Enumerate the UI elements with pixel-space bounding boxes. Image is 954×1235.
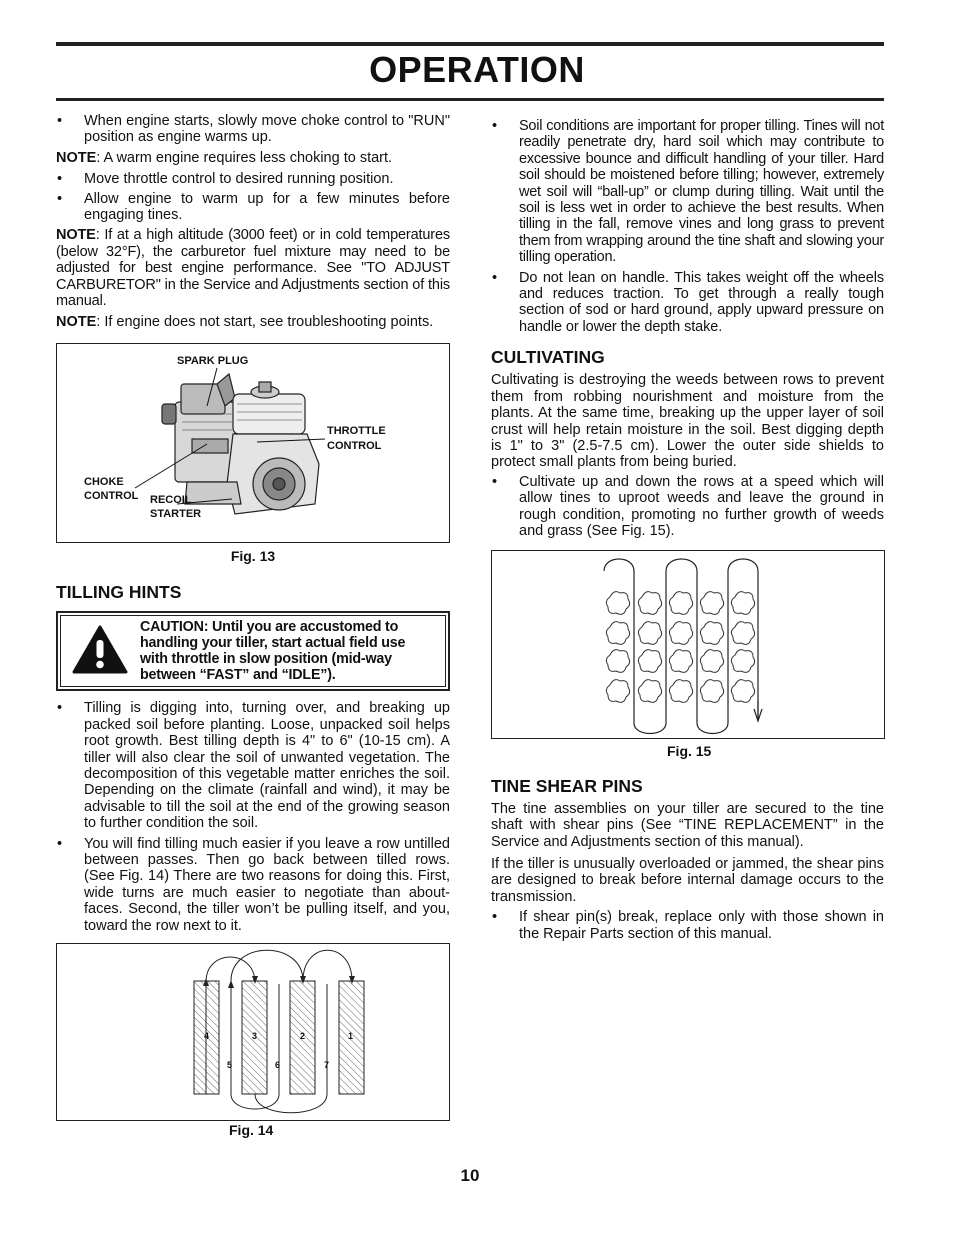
gap-number: 5 [227, 1059, 233, 1070]
bullet-item: • Do not lean on handle. This takes weight off the wheels and reduces traction. To get through a really tough section of sod or hard ground, apply upward pressure on handle or lower the depth stake. [491, 270, 884, 336]
row-number: 1 [348, 1030, 354, 1041]
shear-paragraph-2: If the tiller is unusually overloaded or jammed, the shear pins are designed to break before internal damage occurs to the transmission. [491, 855, 884, 905]
note-altitude [56, 227, 450, 309]
note-text: : If engine does not start, see troubleshooting points. [96, 314, 434, 331]
fig13-caption: Fig. 13 [230, 547, 276, 564]
tilling-hints-heading: TILLING HINTS [56, 582, 182, 603]
fig14-caption: Fig. 14 [229, 1121, 274, 1138]
row-number: 4 [204, 1030, 210, 1041]
caution-text: CAUTION: Until you are accustomed to handling your tiller, start actual field use with throttle in slow position (mid-way between “FAST” and “IDLE”). [140, 619, 406, 683]
cultivating-pattern-diagram [492, 551, 882, 737]
bullet-item: • Move throttle control to desired running position. [56, 171, 450, 187]
right-column [491, 118, 884, 946]
label-throttle-2: CONTROL [327, 439, 382, 452]
label-recoil-2: STARTER [150, 507, 202, 520]
header-rule-bottom [56, 98, 884, 101]
caution-box [56, 611, 450, 691]
fig13-frame [56, 343, 450, 543]
bullet-item: • Cultivate up and down the rows at a speed which will allow tines to uproot weeds and leave the ground in rough condition, promoting no further growth of weeds and grass (See Fig. 15). [491, 474, 884, 540]
row-number: 3 [252, 1030, 258, 1041]
bullet-item: • Tilling is digging into, turning over, and breaking up packed soil before planting. Loose, unpacked soil helps root growth. Best tilling depth is 4" to 6" (10-15 cm). A tiller will also clear the soil of unwanted vegetation. The decomposition of this vegetable matter enriches the soil. Depending on the climate (rainfall and wind), it may be advisable to till the soil at the end of the growing season to further condition the soil. [56, 700, 450, 831]
bullet-item: • If shear pin(s) break, replace only with those shown in the Repair Parts section of this manual. [491, 909, 884, 942]
label-throttle-1: THROTTLE [327, 424, 386, 437]
note-text: : If at a high altitude (3000 feet) or in cold temperatures (below 32°F), the carburetor fuel mixture may need to be adjusted for best engine performance. See "TO ADJUST CARBURETOR" in the Service and Adjustments section of this manual. [56, 227, 450, 310]
fig15-frame [491, 550, 885, 739]
page-number [0, 1166, 954, 1186]
page-title: OPERATION [369, 49, 585, 90]
shear-paragraph-1: The tine assemblies on your tiller are secured to the tine shaft with shear pins (See “TINE REPLACEMENT” in the Service and Adjustments section of this manual). [491, 800, 884, 850]
tine-shear-pins-heading: TINE SHEAR PINS [491, 775, 643, 796]
note-troubleshooting [56, 314, 450, 330]
bullet-item: • Soil conditions are important for proper tilling. Tines will not readily penetrate dry, hard soil which may contribute to excessive bounce and difficult handling of your tiller. Hard soil should be moistened before tilling; however, extremely wet soil will “ball-up” or clump during tilling. Wait until the soil is less wet in order to achieve the best results. When tilling in the fall, remove vines and long grass to prevent them from wrapping around the tine shaft and slowing your tilling operation. [491, 118, 884, 266]
gap-number: 6 [275, 1059, 281, 1070]
label-choke-2: CONTROL [84, 489, 139, 502]
note-label: NOTE [56, 149, 97, 166]
bullet-item: • When engine starts, slowly move choke control to "RUN" position as engine warms up. [56, 113, 450, 146]
fig15-caption: Fig. 15 [667, 743, 712, 760]
note-label: NOTE [56, 227, 96, 244]
bullet-item: • Allow engine to warm up for a few minutes before engaging tines. [56, 191, 450, 224]
fig14-frame [56, 943, 450, 1121]
label-spark-plug: SPARK PLUG [177, 354, 249, 367]
warning-icon [72, 625, 128, 675]
engine-illustration [57, 344, 448, 541]
page-number-text: 10 [460, 1166, 480, 1185]
cultivating-paragraph: Cultivating is destroying the weeds between rows to prevent them from robbing nourishment and moisture from the plants. At the same time, breaking up the upper layer of soil crust will help retain moisture in the soil. Best digging depth is 1" to 3" (2.5-7.5 cm). Lower the outer side shields to protect small plants from being buried. [491, 372, 884, 471]
label-choke-1: CHOKE [84, 475, 124, 488]
note-warm-engine [56, 150, 450, 166]
label-recoil-1: RECOIL [150, 493, 192, 506]
cultivating-heading: CULTIVATING [491, 347, 605, 368]
plant-rows [606, 592, 754, 703]
gap-number: 7 [324, 1059, 330, 1070]
bullet-item: • You will find tilling much easier if you leave a row untilled between passes. Then go back between tilled rows. (See Fig. 14) There are two reasons for doing this. First, wide turns are much easier to negotiate than about-faces. Second, the tiller won’t be pulling itself, and you, toward the row next to it. [56, 836, 450, 934]
row-number: 2 [300, 1030, 306, 1041]
left-column [56, 113, 450, 1138]
note-label: NOTE [56, 314, 97, 331]
note-text: : A warm engine requires less choking to start. [96, 149, 393, 166]
